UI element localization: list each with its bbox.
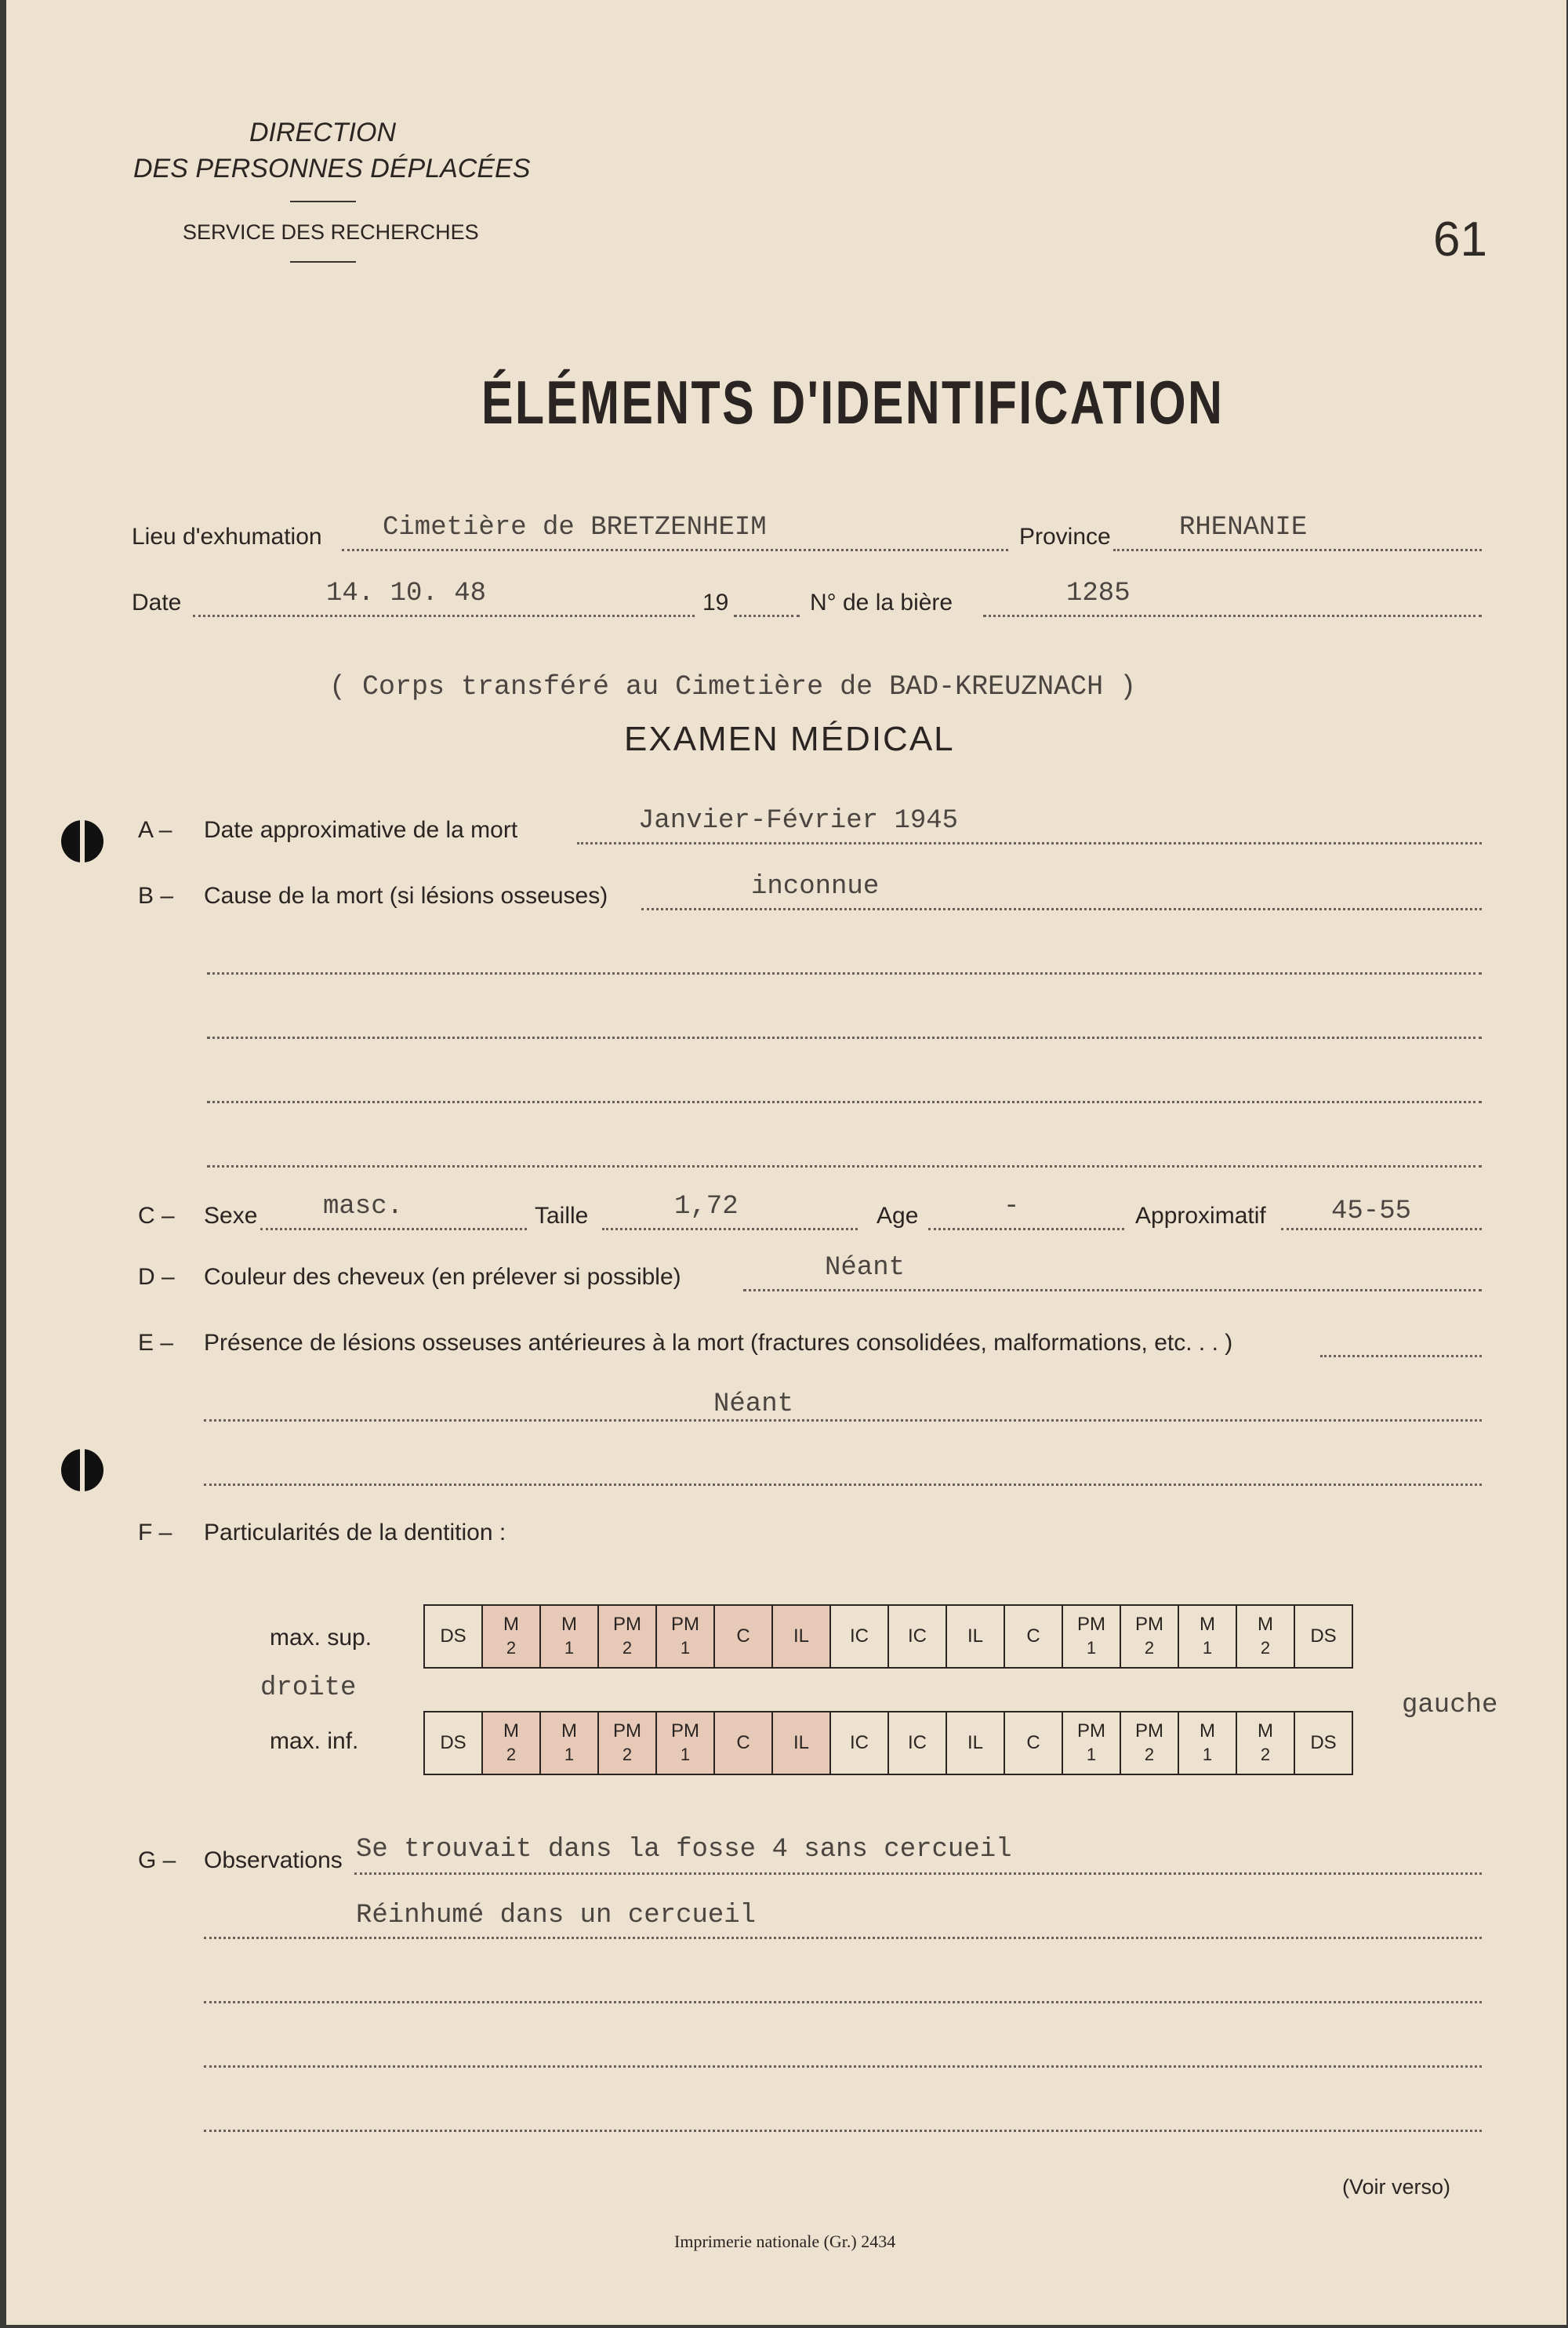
e-value: Néant <box>713 1389 794 1419</box>
header-rule-bottom <box>290 261 356 263</box>
tooth-label: DS <box>1310 1732 1337 1753</box>
tooth-number: 1 <box>564 1745 575 1764</box>
biere-label: N° de la bière <box>810 590 953 616</box>
printer-imprint: Imprimerie nationale (Gr.) 2434 <box>674 2232 896 2251</box>
tooth-cell <box>598 1712 656 1774</box>
biere-dotline <box>983 615 1482 617</box>
sexe-dotline <box>260 1228 527 1230</box>
d-letter: D – <box>138 1264 175 1290</box>
tooth-label: PM <box>671 1720 699 1741</box>
tooth-number: 2 <box>1260 1745 1271 1764</box>
observations-line-2: Réinhumé dans un cercueil <box>356 1901 757 1930</box>
b-dotline <box>641 908 1482 910</box>
tooth-label: C <box>736 1732 750 1753</box>
tooth-cell <box>772 1605 830 1668</box>
observations-label: Observations <box>204 1847 343 1873</box>
f-label: Particularités de la dentition : <box>204 1520 506 1545</box>
age-dotline <box>928 1228 1124 1230</box>
tooth-cell <box>714 1605 772 1668</box>
gauche-label: gauche <box>1402 1691 1498 1720</box>
transfer-note: ( Corps transféré au Cimetière de BAD-KREUZNACH ) <box>329 671 1137 703</box>
b-value: inconnue <box>751 872 880 902</box>
tooth-label: DS <box>440 1625 466 1647</box>
date-dotline <box>193 615 695 617</box>
tooth-label: IC <box>850 1625 869 1647</box>
tooth-number: 2 <box>506 1745 517 1764</box>
tooth-label: M <box>561 1720 577 1741</box>
a-letter: A – <box>138 817 172 843</box>
tooth-cell <box>1294 1605 1352 1668</box>
tooth-label: M <box>1200 1720 1215 1741</box>
tooth-label: IL <box>793 1732 809 1753</box>
tooth-cell <box>830 1712 888 1774</box>
tooth-label: PM <box>1135 1720 1163 1741</box>
tooth-cell <box>888 1712 946 1774</box>
page-number: 61 <box>1433 212 1487 267</box>
form-page <box>6 0 1566 2325</box>
tooth-cell <box>1294 1712 1352 1774</box>
tooth-number: 2 <box>1144 1745 1155 1764</box>
tooth-cell <box>1236 1712 1294 1774</box>
tooth-label: IC <box>850 1732 869 1753</box>
tooth-cell <box>424 1712 482 1774</box>
c-letter: C – <box>138 1203 175 1229</box>
taille-label: Taille <box>535 1203 589 1229</box>
tooth-cell <box>482 1712 540 1774</box>
tooth-cell <box>540 1605 598 1668</box>
b-extra-line-2 <box>207 1037 1482 1039</box>
tooth-cell <box>482 1605 540 1668</box>
age-label: Age <box>877 1203 919 1229</box>
taille-value: 1,72 <box>674 1192 739 1222</box>
tooth-cell <box>1120 1605 1178 1668</box>
date-label: Date <box>132 590 182 616</box>
tooth-label: IL <box>967 1625 983 1647</box>
b-label: Cause de la mort (si lésions osseuses) <box>204 883 608 909</box>
date-value: 14. 10. 48 <box>326 579 487 608</box>
page-title: ÉLÉMENTS D'IDENTIFICATION <box>481 368 1225 437</box>
punch-hole-bottom <box>61 1449 103 1491</box>
section-title: EXAMEN MÉDICAL <box>624 720 955 758</box>
e-dotline <box>1320 1355 1482 1357</box>
tooth-label: M <box>503 1614 519 1635</box>
observations-dotline-2 <box>204 1937 1482 1939</box>
tooth-cell <box>1178 1605 1236 1668</box>
tooth-cell <box>946 1605 1004 1668</box>
teeth-upper-table <box>423 1604 1353 1669</box>
e-letter: E – <box>138 1330 174 1356</box>
tooth-cell <box>1236 1605 1294 1668</box>
lieu-label: Lieu d'exhumation <box>132 524 322 550</box>
g-letter: G – <box>138 1847 176 1873</box>
age-value: - <box>1004 1192 1020 1222</box>
tooth-label: PM <box>1077 1720 1105 1741</box>
observations-line-1: Se trouvait dans la fosse 4 sans cercueil <box>356 1835 1012 1865</box>
tooth-cell <box>888 1605 946 1668</box>
lieu-dotline <box>342 549 1008 551</box>
header-direction-sub: DES PERSONNES DÉPLACÉES <box>133 154 531 183</box>
a-dotline <box>577 842 1482 844</box>
tooth-number: 2 <box>1144 1638 1155 1658</box>
biere-value: 1285 <box>1066 579 1131 608</box>
tooth-label: IC <box>908 1625 927 1647</box>
observations-dotline-4 <box>204 2065 1482 2068</box>
a-value: Janvier-Février 1945 <box>638 806 959 836</box>
tooth-cell <box>830 1605 888 1668</box>
tooth-label: PM <box>613 1614 641 1635</box>
d-value: Néant <box>825 1253 906 1283</box>
observations-dotline-1 <box>354 1872 1482 1875</box>
b-extra-line-3 <box>207 1101 1482 1103</box>
tooth-label: DS <box>1310 1625 1337 1647</box>
tooth-cell <box>714 1712 772 1774</box>
droite-label: droite <box>260 1673 357 1703</box>
tooth-label: C <box>736 1625 750 1647</box>
lieu-value: Cimetière de BRETZENHEIM <box>383 513 767 543</box>
e-extra-line-2 <box>204 1484 1482 1486</box>
year-dotline <box>734 615 800 617</box>
punch-hole-top <box>61 820 103 863</box>
tooth-label: M <box>1200 1614 1215 1635</box>
tooth-number: 1 <box>680 1745 691 1764</box>
tooth-number: 1 <box>1202 1745 1213 1764</box>
approx-label: Approximatif <box>1135 1203 1266 1229</box>
tooth-number: 1 <box>1202 1638 1213 1658</box>
tooth-cell <box>1120 1712 1178 1774</box>
d-dotline <box>743 1289 1482 1291</box>
voir-verso: (Voir verso) <box>1342 2175 1451 2199</box>
approx-value: 45-55 <box>1331 1197 1412 1226</box>
observations-dotline-3 <box>204 2001 1482 2003</box>
tooth-number: 1 <box>680 1638 691 1658</box>
d-label: Couleur des cheveux (en prélever si possible) <box>204 1264 681 1290</box>
tooth-cell <box>1004 1712 1062 1774</box>
header-rule-top <box>290 201 356 202</box>
tooth-label: IC <box>908 1732 927 1753</box>
max-sup-label: max. sup. <box>270 1625 372 1651</box>
taille-dotline <box>602 1228 858 1230</box>
tooth-number: 2 <box>622 1745 633 1764</box>
tooth-label: M <box>503 1720 519 1741</box>
tooth-label: DS <box>440 1732 466 1753</box>
header-service: SERVICE DES RECHERCHES <box>183 220 479 244</box>
tooth-cell <box>540 1712 598 1774</box>
tooth-label: C <box>1026 1732 1040 1753</box>
f-letter: F – <box>138 1520 172 1545</box>
tooth-cell <box>772 1712 830 1774</box>
tooth-label: M <box>561 1614 577 1635</box>
province-dotline <box>1113 549 1482 551</box>
tooth-number: 2 <box>622 1638 633 1658</box>
observations-dotline-5 <box>204 2130 1482 2132</box>
tooth-label: IL <box>793 1625 809 1647</box>
tooth-number: 2 <box>506 1638 517 1658</box>
e-extra-line-1 <box>204 1419 1482 1422</box>
b-letter: B – <box>138 883 174 909</box>
tooth-label: PM <box>1077 1614 1105 1635</box>
teeth-lower-table <box>423 1711 1353 1775</box>
a-label: Date approximative de la mort <box>204 817 518 843</box>
tooth-number: 2 <box>1260 1638 1271 1658</box>
tooth-label: PM <box>671 1614 699 1635</box>
sexe-value: masc. <box>323 1192 404 1222</box>
tooth-number: 1 <box>1086 1638 1097 1658</box>
tooth-cell <box>656 1605 714 1668</box>
tooth-number: 1 <box>1086 1745 1097 1764</box>
tooth-cell <box>1004 1605 1062 1668</box>
tooth-cell <box>656 1712 714 1774</box>
tooth-label: M <box>1258 1720 1273 1741</box>
sexe-label: Sexe <box>204 1203 258 1229</box>
max-inf-label: max. inf. <box>270 1728 359 1754</box>
province-label: Province <box>1019 524 1111 550</box>
approx-dotline <box>1281 1228 1482 1230</box>
header-direction: DIRECTION <box>249 118 396 147</box>
tooth-label: PM <box>1135 1614 1163 1635</box>
b-extra-line-1 <box>207 972 1482 975</box>
tooth-number: 1 <box>564 1638 575 1658</box>
e-label: Présence de lésions osseuses antérieures à la mort (fractures consolidées, malformations, etc. . . ) <box>204 1330 1233 1356</box>
tooth-label: PM <box>613 1720 641 1741</box>
tooth-cell <box>1178 1712 1236 1774</box>
b-extra-line-4 <box>207 1165 1482 1168</box>
year-label: 19 <box>702 590 729 616</box>
tooth-cell <box>1062 1605 1120 1668</box>
tooth-label: C <box>1026 1625 1040 1647</box>
tooth-label: IL <box>967 1732 983 1753</box>
tooth-cell <box>598 1605 656 1668</box>
province-value: RHENANIE <box>1179 513 1308 543</box>
tooth-cell <box>424 1605 482 1668</box>
tooth-cell <box>1062 1712 1120 1774</box>
tooth-cell <box>946 1712 1004 1774</box>
tooth-label: M <box>1258 1614 1273 1635</box>
